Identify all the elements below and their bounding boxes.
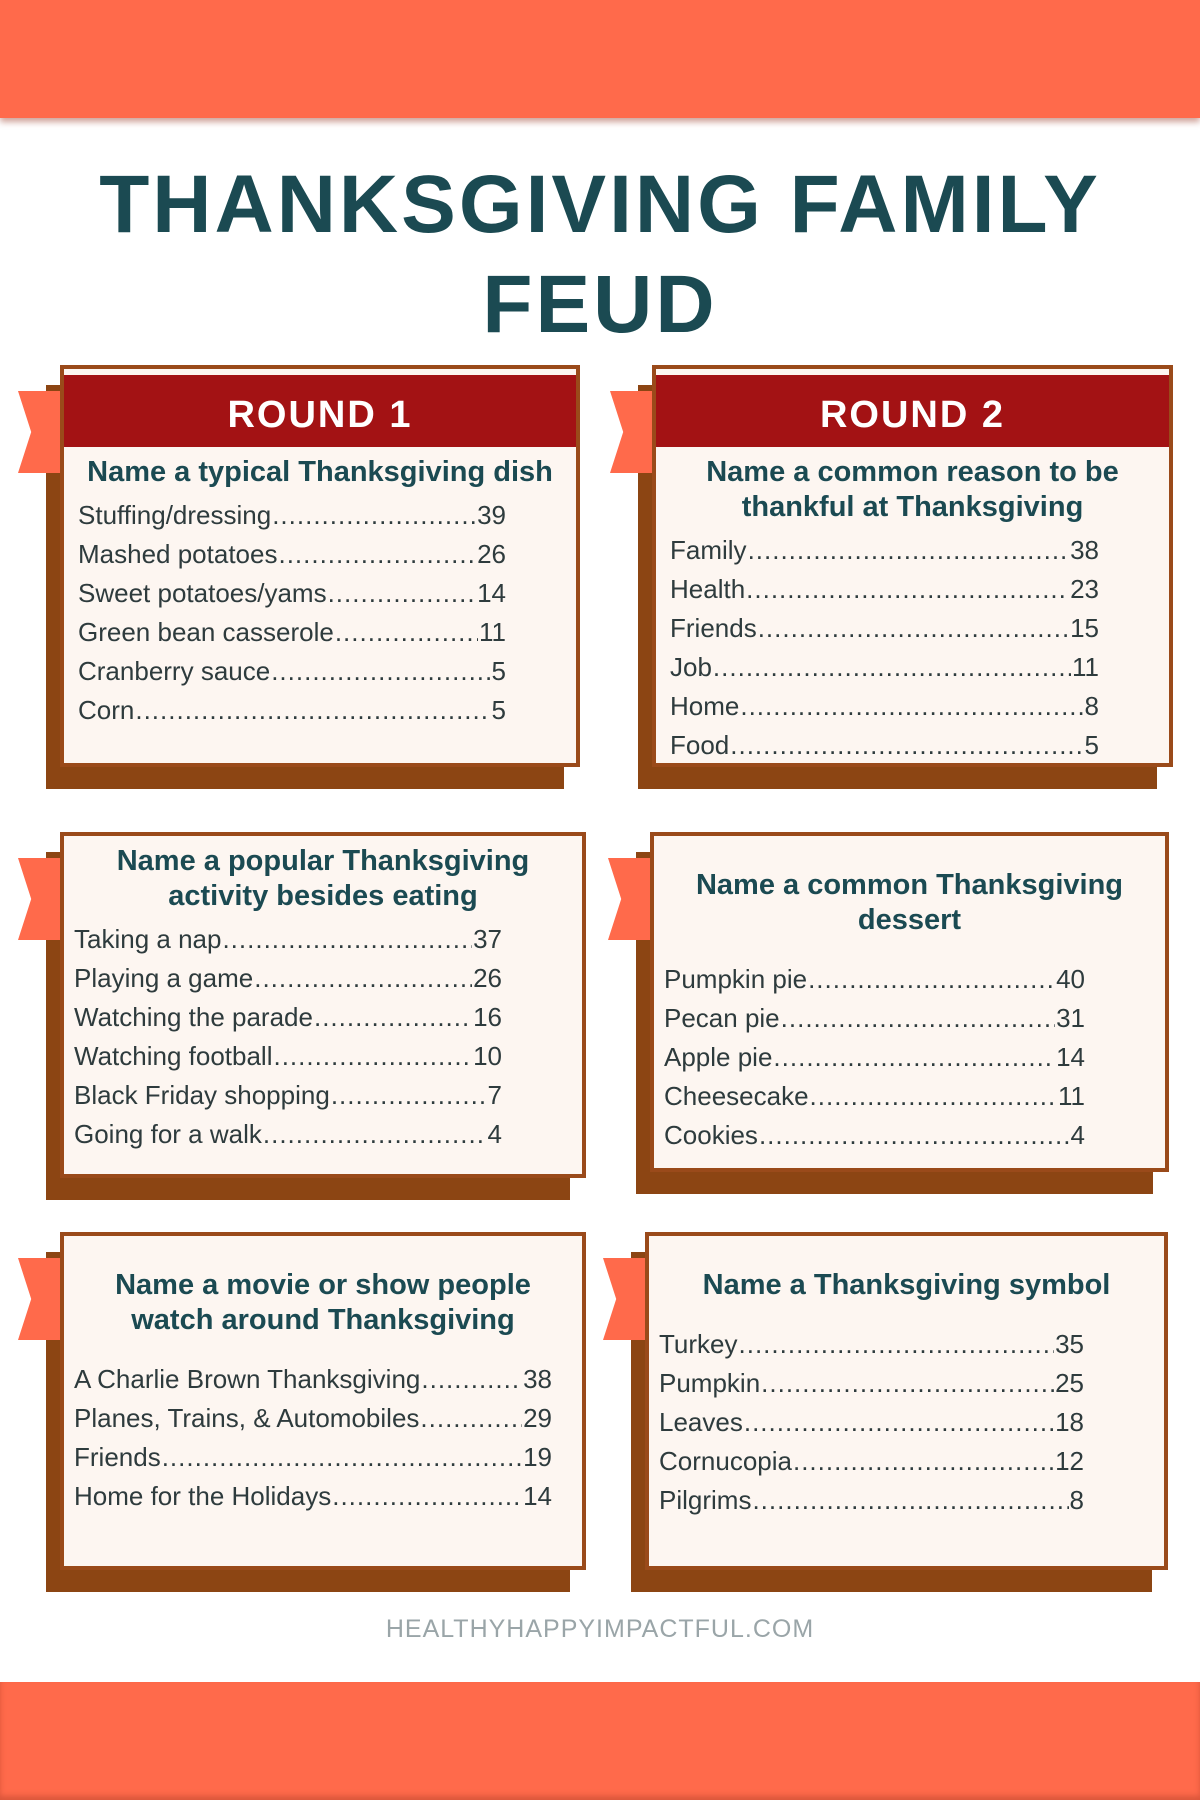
answer-row bbox=[78, 496, 506, 535]
answer-label: Stuffing/dressing bbox=[78, 500, 272, 530]
answer-row bbox=[74, 959, 502, 998]
dot-leader bbox=[759, 1116, 1070, 1155]
answer-score: 37 bbox=[473, 924, 502, 954]
question-card bbox=[652, 365, 1173, 767]
answer-score: 14 bbox=[523, 1481, 552, 1511]
answer-label: Watching the parade bbox=[74, 1002, 313, 1032]
answer-label: Corn bbox=[78, 695, 135, 725]
answer-score: 26 bbox=[477, 539, 506, 569]
answer-label: A Charlie Brown Thanksgiving bbox=[74, 1364, 421, 1394]
dot-leader bbox=[263, 1115, 487, 1154]
answer-score: 18 bbox=[1055, 1407, 1084, 1437]
answer-row bbox=[670, 570, 1099, 609]
answer-row bbox=[664, 1077, 1085, 1116]
answer-score: 12 bbox=[1055, 1446, 1084, 1476]
answer-row bbox=[78, 691, 506, 730]
answer-score: 5 bbox=[491, 656, 506, 686]
answer-label: Food bbox=[670, 730, 730, 760]
answer-score: 14 bbox=[1056, 1042, 1085, 1072]
dot-leader bbox=[271, 652, 490, 691]
answer-label: Home bbox=[670, 691, 740, 721]
dot-leader bbox=[808, 960, 1055, 999]
answer-score: 10 bbox=[473, 1041, 502, 1071]
question-card bbox=[650, 832, 1169, 1172]
answer-row bbox=[670, 726, 1099, 765]
ribbon-icon bbox=[610, 391, 654, 473]
dot-leader bbox=[761, 1364, 1054, 1403]
dot-leader bbox=[314, 998, 472, 1037]
dot-leader bbox=[420, 1399, 522, 1438]
answer-score: 25 bbox=[1055, 1368, 1084, 1398]
answer-label: Health bbox=[670, 574, 746, 604]
answer-score: 31 bbox=[1056, 1003, 1085, 1033]
answer-label: Playing a game bbox=[74, 963, 254, 993]
question-text: Name a popular Thanksgiving activity besides eating bbox=[116, 845, 530, 912]
answer-row bbox=[659, 1403, 1084, 1442]
dot-leader bbox=[793, 1442, 1054, 1481]
answer-label: Pilgrims bbox=[659, 1485, 752, 1515]
dot-leader bbox=[328, 574, 477, 613]
answer-label: Sweet potatoes/yams bbox=[78, 578, 327, 608]
answer-list bbox=[654, 938, 1165, 1155]
answer-label: Cheesecake bbox=[664, 1081, 809, 1111]
question-card bbox=[60, 832, 586, 1178]
dot-leader bbox=[332, 1477, 522, 1516]
answer-row bbox=[659, 1325, 1084, 1364]
answer-row bbox=[670, 687, 1099, 726]
card-box bbox=[645, 1232, 1168, 1570]
answer-score: 39 bbox=[477, 500, 506, 530]
dot-leader bbox=[773, 1038, 1055, 1077]
answer-label: Pumpkin pie bbox=[664, 964, 808, 994]
answer-list bbox=[64, 1338, 582, 1516]
dot-leader bbox=[273, 1037, 472, 1076]
answer-label: Watching football bbox=[74, 1041, 273, 1071]
dot-leader bbox=[752, 1481, 1068, 1520]
dot-leader bbox=[331, 1076, 487, 1115]
ribbon-icon bbox=[603, 1258, 647, 1340]
title-line-2: FEUD bbox=[482, 259, 718, 350]
answer-row bbox=[74, 998, 502, 1037]
answer-list bbox=[64, 490, 576, 730]
answer-row bbox=[659, 1364, 1084, 1403]
answer-list bbox=[64, 914, 582, 1154]
answer-score: 40 bbox=[1056, 964, 1085, 994]
answer-score: 15 bbox=[1070, 613, 1099, 643]
answer-score: 4 bbox=[487, 1119, 502, 1149]
answer-score: 35 bbox=[1055, 1329, 1084, 1359]
answer-list bbox=[649, 1303, 1164, 1520]
dot-leader bbox=[162, 1438, 522, 1477]
answer-score: 14 bbox=[477, 578, 506, 608]
answer-score: 8 bbox=[1069, 1485, 1084, 1515]
answer-row bbox=[74, 1076, 502, 1115]
bottom-band bbox=[0, 1682, 1200, 1800]
question-text: Name a common Thanksgiving dessert bbox=[695, 869, 1124, 936]
answer-label: Cranberry sauce bbox=[78, 656, 271, 686]
answer-label: Black Friday shopping bbox=[74, 1080, 330, 1110]
answer-label: Planes, Trains, & Automobiles bbox=[74, 1403, 420, 1433]
answer-label: Job bbox=[670, 652, 712, 682]
question-text: Name a common reason to be thankful at Thanksgiving bbox=[706, 456, 1119, 523]
answer-score: 19 bbox=[523, 1442, 552, 1472]
card-box bbox=[650, 832, 1169, 1172]
question-card bbox=[60, 365, 580, 767]
dot-leader bbox=[740, 687, 1083, 726]
card-box bbox=[652, 365, 1173, 767]
answer-label: Taking a nap bbox=[74, 924, 222, 954]
dot-leader bbox=[222, 920, 472, 959]
answer-row bbox=[78, 652, 506, 691]
answer-label: Friends bbox=[670, 613, 757, 643]
answer-row bbox=[74, 1360, 552, 1399]
answer-score: 4 bbox=[1070, 1120, 1085, 1150]
answer-score: 5 bbox=[1084, 730, 1099, 760]
answer-label: Pecan pie bbox=[664, 1003, 780, 1033]
answer-list bbox=[656, 525, 1169, 765]
dot-leader bbox=[744, 1403, 1054, 1442]
dot-leader bbox=[748, 531, 1070, 570]
question-card bbox=[645, 1232, 1168, 1570]
page-title bbox=[0, 155, 1200, 355]
card-box bbox=[60, 365, 580, 767]
answer-label: Cookies bbox=[664, 1120, 758, 1150]
ribbon-icon bbox=[18, 391, 62, 473]
title-line-1: THANKSGIVING FAMILY bbox=[99, 159, 1101, 250]
answer-label: Friends bbox=[74, 1442, 161, 1472]
answer-score: 11 bbox=[479, 617, 506, 647]
answer-score: 23 bbox=[1070, 574, 1099, 604]
answer-row bbox=[74, 1115, 502, 1154]
question-text: Name a Thanksgiving symbol bbox=[702, 1269, 1111, 1301]
answer-label: Mashed potatoes bbox=[78, 539, 278, 569]
dot-leader bbox=[810, 1077, 1057, 1116]
dot-leader bbox=[730, 726, 1083, 765]
answer-row bbox=[664, 1038, 1085, 1077]
dot-leader bbox=[135, 691, 490, 730]
answer-score: 8 bbox=[1084, 691, 1099, 721]
answer-score: 11 bbox=[1072, 652, 1099, 682]
round-header: ROUND 1 bbox=[64, 369, 576, 447]
answer-score: 29 bbox=[523, 1403, 552, 1433]
answer-label: Going for a walk bbox=[74, 1119, 262, 1149]
answer-score: 5 bbox=[491, 695, 506, 725]
answer-row bbox=[74, 1037, 502, 1076]
answer-label: Turkey bbox=[659, 1329, 738, 1359]
answer-label: Home for the Holidays bbox=[74, 1481, 332, 1511]
answer-score: 11 bbox=[1058, 1081, 1085, 1111]
answer-row bbox=[670, 609, 1099, 648]
dot-leader bbox=[739, 1325, 1055, 1364]
dot-leader bbox=[272, 496, 476, 535]
answer-label: Green bean casserole bbox=[78, 617, 334, 647]
question-card bbox=[60, 1232, 586, 1570]
answer-row bbox=[78, 574, 506, 613]
answer-row bbox=[74, 1438, 552, 1477]
dot-leader bbox=[278, 535, 476, 574]
answer-row bbox=[659, 1442, 1084, 1481]
answer-label: Leaves bbox=[659, 1407, 743, 1437]
dot-leader bbox=[758, 609, 1069, 648]
answer-label: Cornucopia bbox=[659, 1446, 792, 1476]
question-text: Name a typical Thanksgiving dish bbox=[87, 456, 553, 488]
top-band bbox=[0, 0, 1200, 118]
answer-row bbox=[74, 1399, 552, 1438]
answer-row bbox=[78, 613, 506, 652]
answer-row bbox=[670, 648, 1099, 687]
ribbon-icon bbox=[18, 858, 62, 940]
round-header: ROUND 2 bbox=[656, 369, 1169, 447]
dot-leader bbox=[781, 999, 1055, 1038]
answer-label: Apple pie bbox=[664, 1042, 773, 1072]
answer-score: 16 bbox=[473, 1002, 502, 1032]
answer-row bbox=[74, 920, 502, 959]
card-box bbox=[60, 1232, 586, 1570]
answer-label: Family bbox=[670, 535, 747, 565]
answer-score: 7 bbox=[487, 1080, 502, 1110]
answer-row bbox=[670, 531, 1099, 570]
dot-leader bbox=[746, 570, 1069, 609]
ribbon-icon bbox=[18, 1258, 62, 1340]
answer-row bbox=[78, 535, 506, 574]
answer-score: 38 bbox=[1070, 535, 1099, 565]
answer-row bbox=[664, 999, 1085, 1038]
card-box bbox=[60, 832, 586, 1178]
site-url: HEALTHYHAPPYIMPACTFUL.COM bbox=[385, 1615, 815, 1643]
dot-leader bbox=[254, 959, 472, 998]
answer-row bbox=[659, 1481, 1084, 1520]
dot-leader bbox=[335, 613, 478, 652]
answer-score: 26 bbox=[473, 963, 502, 993]
dot-leader bbox=[421, 1360, 522, 1399]
answer-row bbox=[74, 1477, 552, 1516]
answer-row bbox=[664, 1116, 1085, 1155]
answer-score: 38 bbox=[523, 1364, 552, 1394]
answer-row bbox=[664, 960, 1085, 999]
ribbon-icon bbox=[608, 858, 652, 940]
dot-leader bbox=[713, 648, 1071, 687]
question-text: Name a movie or show people watch around Thanksgiving bbox=[115, 1269, 531, 1336]
answer-label: Pumpkin bbox=[659, 1368, 761, 1398]
